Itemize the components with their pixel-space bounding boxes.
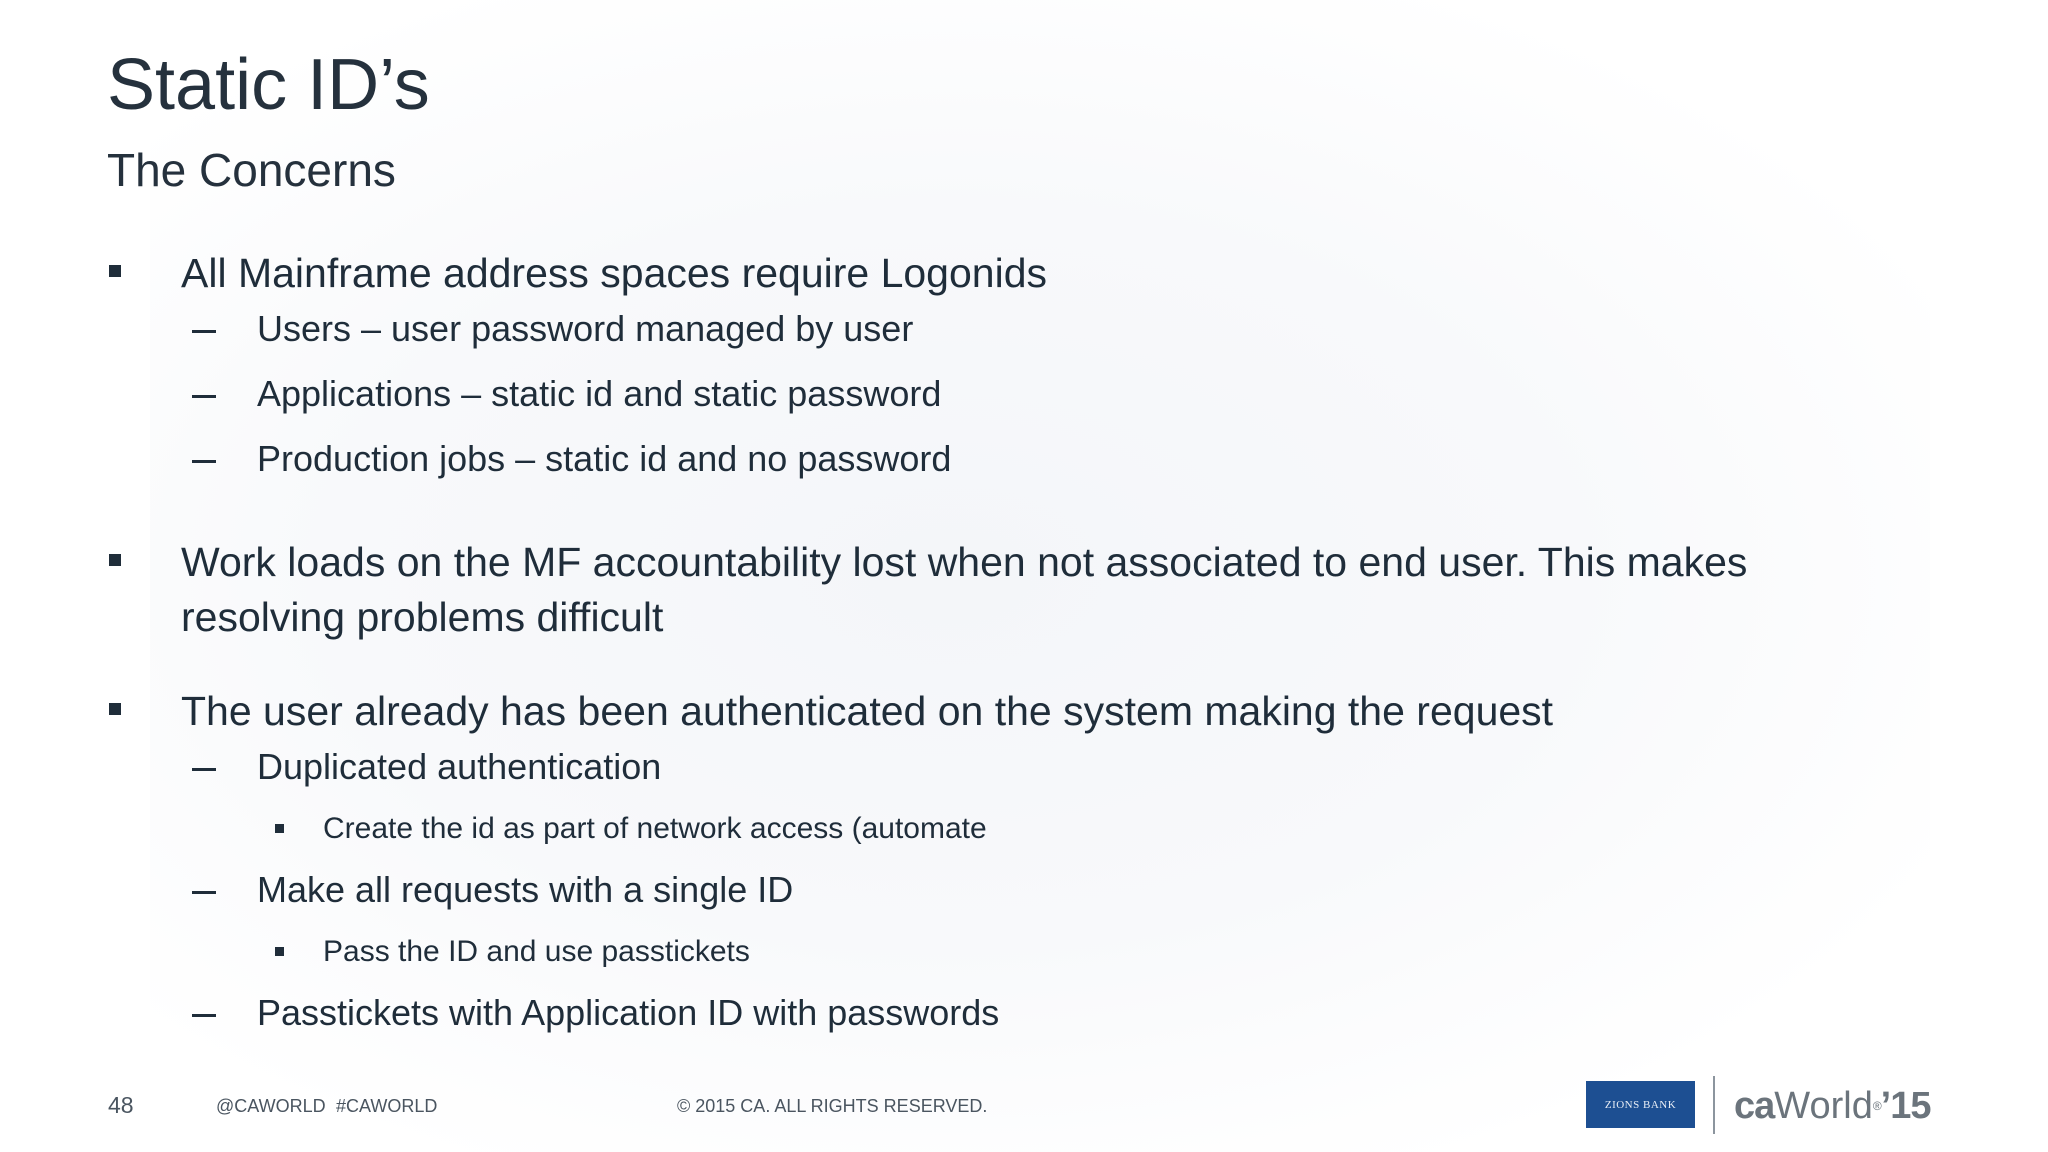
zions-bank-logo [1586, 1081, 1695, 1128]
bullet-level2-text: Passtickets with Application ID with passwords [257, 992, 1000, 1033]
zions-bank-logo-text: ZIONS BANK [1604, 1098, 1677, 1111]
square-bullet-icon [109, 703, 121, 715]
page-number: 48 [108, 1092, 134, 1118]
logo-divider [1713, 1076, 1715, 1134]
ca-world-logo-world: World [1774, 1085, 1873, 1127]
dash-bullet-icon [192, 891, 216, 894]
bullet-level2-text: Applications – static id and static password [257, 373, 942, 414]
bullet-level3-text: Create the id as part of network access (automate [323, 812, 987, 845]
footer-handle: @CAWORLD [216, 1096, 326, 1116]
ca-world-logo-reg: ® [1872, 1099, 1881, 1113]
ca-world-logo-ca: ca [1734, 1085, 1775, 1127]
dash-bullet-icon [192, 330, 216, 333]
bullet-level2-text: Duplicated authentication [257, 746, 662, 787]
bullet-level1-text-continued: resolving problems difficult [181, 594, 664, 640]
square-bullet-icon [109, 265, 121, 277]
bullet-level1-text: All Mainframe address spaces require Logonids [181, 250, 1048, 296]
bullet-level2-text: Users – user password managed by user [257, 308, 914, 349]
ca-world-logo-year: ’15 [1880, 1085, 1931, 1127]
dash-bullet-icon [192, 395, 216, 398]
dash-bullet-icon [192, 460, 216, 463]
footer-hashtag: #CAWORLD [336, 1096, 438, 1116]
dash-bullet-icon [192, 1014, 216, 1017]
slide-subtitle: The Concerns [107, 144, 396, 196]
bullet-level2-text: Make all requests with a single ID [257, 869, 794, 910]
footer-copyright: © 2015 CA. ALL RIGHTS RESERVED. [677, 1096, 988, 1116]
square-bullet-icon [109, 554, 121, 566]
bullet-level3-text: Pass the ID and use passtickets [323, 935, 750, 968]
bullet-level1-text: Work loads on the MF accountability lost when not associated to end user. This makes [181, 539, 1748, 585]
square-bullet-icon [275, 947, 284, 956]
bullet-level1-text: The user already has been authenticated on the system making the request [181, 688, 1554, 734]
dash-bullet-icon [192, 768, 216, 771]
bullet-level2-text: Production jobs – static id and no password [257, 438, 952, 479]
slide-title: Static ID’s [107, 45, 430, 125]
ca-world-logo [1734, 1082, 1931, 1130]
square-bullet-icon [275, 824, 284, 833]
